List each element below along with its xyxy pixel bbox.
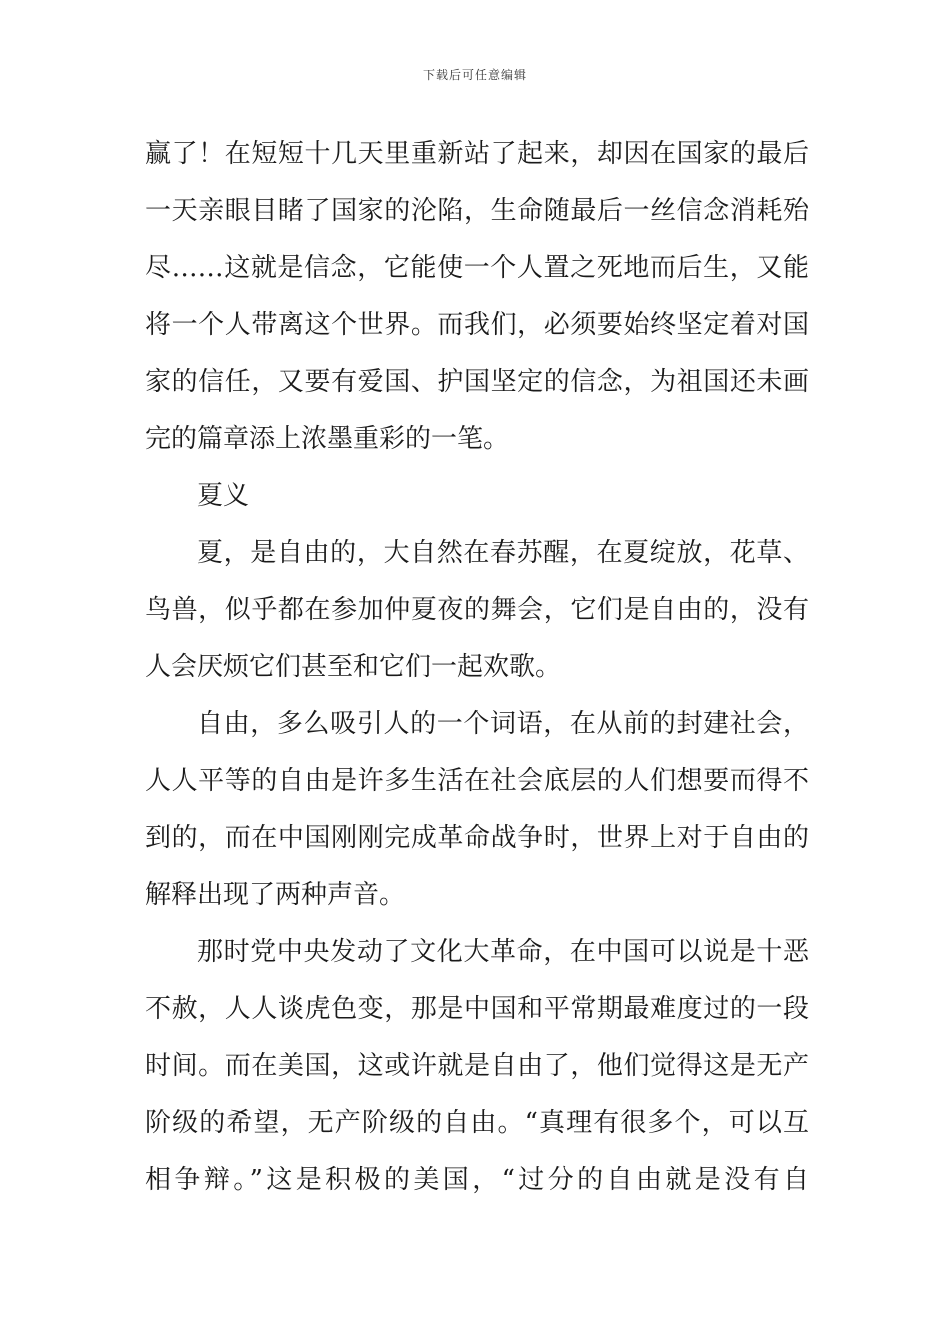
page-header: 下载后可任意编辑 — [422, 68, 527, 82]
text-line: 夏，是自由的，大自然在春苏醒，在夏绽放，花草、 — [197, 538, 809, 568]
document-body — [145, 126, 809, 1209]
text-line: 自由，多么吸引人的一个词语，在从前的封建社会， — [197, 709, 809, 739]
text-line: 完的篇章添上浓墨重彩的一笔。 — [145, 424, 510, 454]
text-line: 相争辩。”这是积极的美国，“过分的自由就是没有自 — [145, 1165, 809, 1195]
text-line: 人人平等的自由是许多生活在社会底层的人们想要而得不 — [145, 766, 809, 796]
text-line: 将一个人带离这个世界。而我们，必须要始终坚定着对国 — [145, 310, 809, 340]
text-line: 尽……这就是信念，它能使一个人置之死地而后生，又能 — [145, 253, 809, 283]
text-line: 那时党中央发动了文化大革命，在中国可以说是十恶 — [197, 937, 809, 967]
text-line: 一天亲眼目睹了国家的沦陷，生命随最后一丝信念消耗殆 — [145, 196, 809, 226]
section-heading: 夏义 — [197, 481, 250, 511]
text-line: 到的，而在中国刚刚完成革命战争时，世界上对于自由的 — [145, 823, 809, 853]
text-line: 不赦，人人谈虎色变，那是中国和平常期最难度过的一段 — [145, 994, 809, 1024]
text-line: 赢了！在短短十几天里重新站了起来，却因在国家的最后 — [145, 139, 809, 169]
text-line: 阶级的希望，无产阶级的自由。“真理有很多个，可以互 — [145, 1108, 809, 1138]
text-line: 解释出现了两种声音。 — [145, 880, 406, 910]
text-line: 时间。而在美国，这或许就是自由了，他们觉得这是无产 — [145, 1051, 809, 1081]
text-line: 家的信任，又要有爱国、护国坚定的信念，为祖国还未画 — [145, 367, 809, 397]
text-line: 鸟兽，似乎都在参加仲夏夜的舞会，它们是自由的，没有 — [145, 595, 809, 625]
text-line: 人会厌烦它们甚至和它们一起欢歌。 — [145, 652, 562, 682]
